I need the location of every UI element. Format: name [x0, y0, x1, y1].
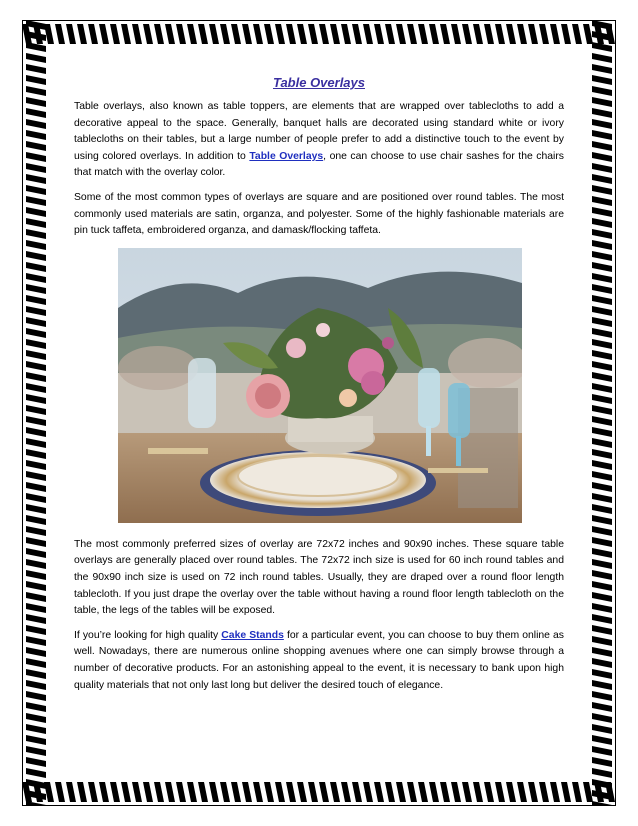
border-right: [588, 20, 616, 806]
document-body: [74, 74, 564, 702]
paragraph-cake-stands: [74, 628, 564, 694]
photo-svg: [118, 248, 522, 523]
border-bottom: [22, 778, 616, 806]
paragraph-cake-text-1: If you’re looking for high quality: [74, 629, 222, 641]
strip-bottom-pattern: [22, 778, 616, 806]
strip-left-pattern: [22, 20, 50, 806]
paragraph-types: Some of the most common types of overlays are square and are positioned over round tables. The most commonly used materials are satin, organza, and polyester. Some of the highly fashionable materials are pin tuck taffeta, embroidered organza, and damask/flocking taffeta.: [74, 191, 564, 237]
strip-top-pattern: [22, 20, 616, 48]
page-title: Table Overlays: [272, 75, 365, 90]
paragraph-sizes: The most commonly preferred sizes of overlay are 72x72 inches and 90x90 inches. These square table overlays are generally placed over round tables. The 72x72 inch size is used for 60 inch round tables and the 90x90 inch size is used on 72 inch round tables. Usually, they are draped over a round floor length tablecloth. If you just drape the overlay over the table without having a round floor length tablecloth on the table, the legs of the tables will be exposed.: [74, 538, 564, 617]
paragraph-cake-text-2: for a particular event, you can choose to buy them online as well. Nowadays, there are numerous online shopping avenues where one can simply browse through a number of decorative products. For an astonishing appeal to the event, it is necessary to bank upon high quality materials that not only last long but deliver the desired touch of elegance.: [74, 629, 564, 691]
strip-right-pattern: [588, 20, 616, 806]
paragraph-intro-text-1: Table overlays, also known as table toppers, are elements that are wrapped over tablecloths to add a decorative appeal to the space. Generally, banquet halls are decorated using standard white or ivory tablecloths on their tables, but a large number of people prefer to add a distinctive touch to the event by using colored overlays. In addition to: [74, 101, 564, 162]
paragraph-intro-text-2: , one can choose to use chair sashes for the chairs that match with the overlay color.: [74, 150, 564, 179]
cake-stands-link[interactable]: Cake Stands: [221, 629, 284, 641]
paragraph-intro: [74, 99, 564, 182]
table-centerpiece-photo: [118, 248, 522, 523]
border-left: [22, 20, 50, 806]
table-overlays-link[interactable]: Table Overlays: [249, 150, 324, 162]
border-top: [22, 20, 616, 48]
